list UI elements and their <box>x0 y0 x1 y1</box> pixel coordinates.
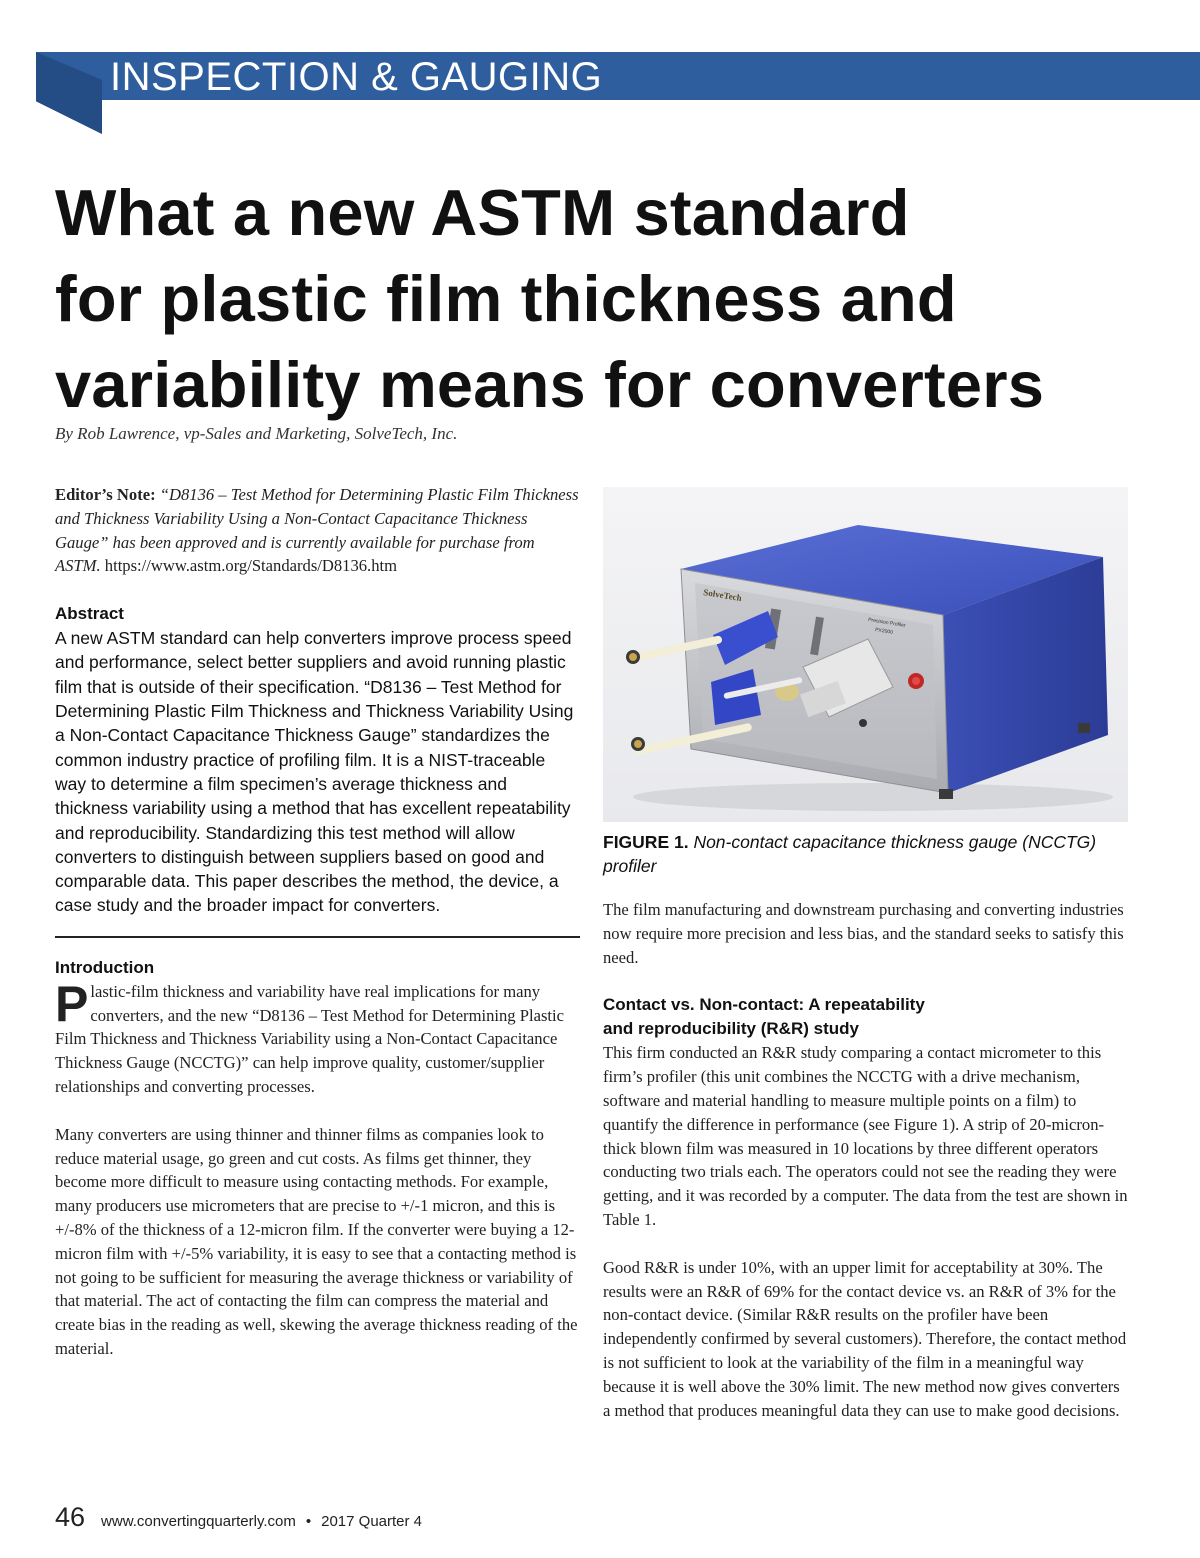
study-para-1: This firm conducted an R&R study comparing a contact micrometer to this firm’s profiler (this unit combines the NCCTG with a drive mechanism, software and material handling to measure multiple points on a film) to quantify the difference in performance (see Figure 1). A strip of 20-micron-thick blown film was measured in 10 locations by three different operators conducting two trials each. The operators could not see the reading they were getting, and it was recorded by a computer. The data from the test are shown in Table 1. <box>603 1043 1128 1229</box>
article-title <box>55 170 1155 428</box>
left-column <box>55 483 580 1361</box>
title-line-3: variability means for converters <box>55 348 1045 421</box>
page-footer <box>55 1502 422 1533</box>
section-label: INSPECTION & GAUGING <box>110 55 603 99</box>
section-divider <box>55 936 580 938</box>
study-heading <box>603 993 1128 1041</box>
editor-note <box>55 483 580 578</box>
editor-note-text: “D8136 – Test Method for Determining Plastic Film Thickness and Thickness Variability Using a Non-Contact Capacitance Thickness Gauge” has been approved and is currently available for purchase from ASTM. <box>55 485 579 576</box>
page-number: 46 <box>55 1502 86 1532</box>
introduction-para-1 <box>55 975 580 1099</box>
editor-note-link[interactable]: https://www.astm.org/Standards/D8136.htm <box>100 556 398 576</box>
editor-note-label: Editor’s Note: <box>55 485 156 504</box>
figure-caption <box>603 830 1128 878</box>
device-model: Precision Profiler <box>867 617 906 629</box>
footer-bullet: • <box>305 1513 312 1530</box>
study-heading-line-2: and reproducibility (R&R) study <box>603 1019 859 1039</box>
footer-issue: 2017 Quarter 4 <box>321 1513 423 1530</box>
gauge-device-illustration <box>603 487 1128 822</box>
right-intro-paragraph: The film manufacturing and downstream purchasing and converting industries now require more precision and less bias, and the standard seeks to satisfy this need. <box>603 900 1124 967</box>
introduction-para-2: Many converters are using thinner and thinner films as companies look to reduce material usage, go green and cut costs. As films get thinner, they become more difficult to measure using contacting methods. For example, many producers use micrometers that are precise to +/-1 micron, and this is +/-8% of the thickness of a 12-micron film. If the converter were buying a 12-micron film with +/-5% variability, it is easy to see that a contacting method is not going to be sufficient for measuring the average thickness or variability of that material. The act of contacting the film can compress the material and create bias in the reading as well, skewing the average thickness reading of the material. <box>55 1124 578 1358</box>
footer-website[interactable]: www.convertingquarterly.com <box>101 1513 296 1530</box>
study-heading-line-1: Contact vs. Non-contact: A repeatability <box>603 995 925 1015</box>
title-line-1: What a new ASTM standard <box>55 176 910 249</box>
figure-caption-text: Non-contact capacitance thickness gauge (NCCTG) profiler <box>603 832 1097 876</box>
figure-label: FIGURE 1. <box>603 832 689 852</box>
introduction-heading: Introduction <box>55 957 155 977</box>
byline: By Rob Lawrence, vp-Sales and Marketing, SolveTech, Inc. <box>55 424 458 443</box>
title-line-2: for plastic film thickness and <box>55 262 957 335</box>
device-model-code: PX2000 <box>874 627 894 636</box>
study-para-2: Good R&R is under 10%, with an upper limit for acceptability at 30%. The results were an R&R of 69% for the contact device vs. an R&R of 3% for the non-contact device. (Similar R&R results on the profiler have been independently confirmed by several customers). Therefore, the contact method is not sufficient to look at the variability of the film in a meaningful way because it is well above the 30% limit. The new method now gives converters a method that produces meaningful data they can use to make good decisions. <box>603 1257 1127 1420</box>
abstract-text: A new ASTM standard can help converters improve process speed and performance, select better suppliers and avoid running plastic film that is outside of their specification. “D8136 – Test Method for Determining Plastic Film Thickness and Thickness Variability Using a Non-Contact Capacitance Thickness Gauge” standardizes the common industry practice of profiling film. It is a NIST-traceable way to determine a film specimen’s average thickness and thickness variability using a method that has excellent repeatability and reproducibility. Standardizing this test method will allow converters to distinguish between suppliers based on good and comparable data. This paper describes the method, the device, a case study and the broader impact for converters. <box>55 628 574 916</box>
device-brand: SolveTech <box>702 587 743 604</box>
introduction-para-1-text: lastic-film thickness and variability have real implications for many converters, and the new “D8136 – Test Method for Determining Plastic Film Thickness and Thickness Variability using a Non-Contact Capacitance Thickness Gauge (NCCTG)” can help improve quality, customer/supplier relationships and converting processes. <box>55 981 565 1096</box>
abstract-heading: Abstract <box>55 604 124 624</box>
drop-cap: P <box>55 975 89 1032</box>
right-column <box>603 487 1128 1422</box>
figure-image <box>603 487 1128 822</box>
